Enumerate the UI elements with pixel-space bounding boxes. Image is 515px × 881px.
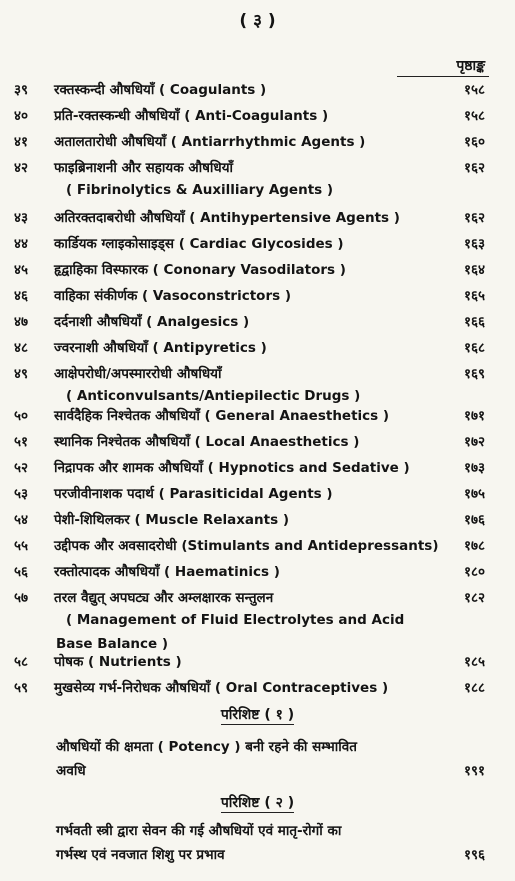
appendix-2-heading: परिशिष्ट ( २ ) [220, 795, 295, 811]
entry-title: ज्वरनाशी औषधियाँ ( Antipyretics ) [54, 340, 267, 356]
entry-title: वाहिका संकीर्णक ( Vasoconstrictors ) [54, 288, 292, 304]
page-number: ( ३ ) [239, 11, 276, 31]
entry-page: १७८ [463, 538, 485, 554]
entry-number: ५५ [14, 538, 29, 554]
entry-number: ४९ [14, 366, 29, 382]
entry-page: १७३ [463, 460, 485, 476]
appendix-1-text-line2: अवधि [56, 763, 86, 779]
entry-title: आक्षेपरोधी/अपस्माररोधी औषधियाँ [54, 366, 222, 382]
entry-number: ५६ [14, 564, 29, 580]
entry-page: १७६ [463, 512, 485, 528]
entry-title: अतिरक्तदाबरोधी औषधियाँ ( Antihypertensive Agents ) [54, 210, 400, 226]
entry-page: १६२ [463, 210, 485, 226]
entry-page: १६३ [463, 236, 485, 252]
entry-number: ४१ [14, 134, 29, 150]
entry-number: ३९ [14, 82, 29, 98]
entry-page: १६० [463, 134, 485, 150]
appendix-2-text-line1: गर्भवती स्त्री द्वारा सेवन की गई औषधियों एवं मातृ-रोगों का [56, 823, 342, 839]
appendix-2-text-line2: गर्भस्थ एवं नवजात शिशु पर प्रभाव [56, 847, 225, 863]
entry-title: रक्तस्कन्दी औषधियाँ ( Coagulants ) [54, 82, 267, 98]
entry-title-continued: ( Anticonvulsants/Antiepilectic Drugs ) [66, 388, 361, 404]
appendix-1-heading: परिशिष्ट ( १ ) [220, 707, 295, 723]
entry-number: ५१ [14, 434, 29, 450]
entry-title: कार्डियक ग्लाइकोसाइड्स ( Cardiac Glycosides ) [54, 236, 344, 252]
entry-title: दर्दनाशी औषधियाँ ( Analgesics ) [54, 314, 250, 330]
entry-title: निद्रापक और शामक औषधियाँ ( Hypnotics and Sedative ) [54, 460, 410, 476]
appendix-2-page: १९६ [463, 847, 485, 863]
entry-title: प्रति-रक्तस्कन्धी औषधियाँ ( Anti-Coagulants ) [54, 108, 329, 124]
entry-page: १८५ [463, 654, 485, 670]
entry-number: ५० [14, 408, 29, 424]
entry-title: तरल वैद्युत् अपघट्य और अम्लक्षारक सन्तुलन [54, 590, 274, 606]
header-rule [397, 76, 489, 77]
entry-page: १६४ [463, 262, 485, 278]
entry-title: मुखसेव्य गर्भ-निरोधक औषधियाँ ( Oral Contraceptives ) [54, 680, 389, 696]
entry-number: ५२ [14, 460, 29, 476]
entry-number: ४८ [14, 340, 29, 356]
appendix-1-text-line1: औषधियों की क्षमता ( Potency ) बनी रहने की सम्भावित [56, 739, 357, 755]
entry-number: ५४ [14, 512, 29, 528]
entry-title: हृद्वाहिका विस्फारक ( Cononary Vasodilators ) [54, 262, 346, 278]
entry-number: ४६ [14, 288, 29, 304]
entry-number: ४० [14, 108, 29, 124]
entry-number: ५९ [14, 680, 29, 696]
entry-title: पेशी-शिथिलकर ( Muscle Relaxants ) [54, 512, 290, 528]
entry-page: १६६ [463, 314, 485, 330]
entry-title: अतालतारोधी औषधियाँ ( Antiarrhythmic Agents ) [54, 134, 366, 150]
entry-page: १६५ [463, 288, 485, 304]
entry-number: ४४ [14, 236, 29, 252]
entry-page: १५८ [463, 108, 485, 124]
entry-title-continued: ( Fibrinolytics & Auxilliary Agents ) [66, 182, 334, 198]
entry-number: ४२ [14, 160, 29, 176]
entry-page: १८८ [463, 680, 485, 696]
appendix-1-page: १९१ [463, 763, 485, 779]
entry-title: उद्दीपक और अवसादरोधी (Stimulants and Antidepressants) [54, 538, 439, 554]
entry-page: १८२ [463, 590, 485, 606]
page-column-header: पृष्ठाङ्क [456, 58, 485, 74]
entry-page: १६९ [463, 366, 485, 382]
entry-number: ४५ [14, 262, 29, 278]
entry-number: ५७ [14, 590, 29, 606]
entry-number: ४७ [14, 314, 29, 330]
entry-number: ४३ [14, 210, 29, 226]
entry-title-continued: ( Management of Fluid Electrolytes and Acid [66, 612, 405, 628]
entry-number: ५३ [14, 486, 29, 502]
entry-page: १६८ [463, 340, 485, 356]
entry-title: पोषक ( Nutrients ) [54, 654, 182, 670]
entry-page: १७१ [463, 408, 485, 424]
entry-title: रक्तोत्पादक औषधियाँ ( Haematinics ) [54, 564, 280, 580]
entry-title: परजीवीनाशक पदार्थ ( Parasiticidal Agents ) [54, 486, 333, 502]
entry-page: १७२ [463, 434, 485, 450]
entry-number: ५८ [14, 654, 29, 670]
entry-title: स्थानिक निश्चेतक औषधियाँ ( Local Anaesthetics ) [54, 434, 360, 450]
entry-page: १७५ [463, 486, 485, 502]
entry-page: १६२ [463, 160, 485, 176]
entry-page: १८० [463, 564, 485, 580]
entry-title-continued: Base Balance ) [56, 636, 169, 652]
entry-title: सार्वदैहिक निश्चेतक औषधियाँ ( General Anaesthetics ) [54, 408, 390, 424]
entry-page: १५८ [463, 82, 485, 98]
entry-title: फाइब्रिनाशनी और सहायक औषधियाँ [54, 160, 234, 176]
